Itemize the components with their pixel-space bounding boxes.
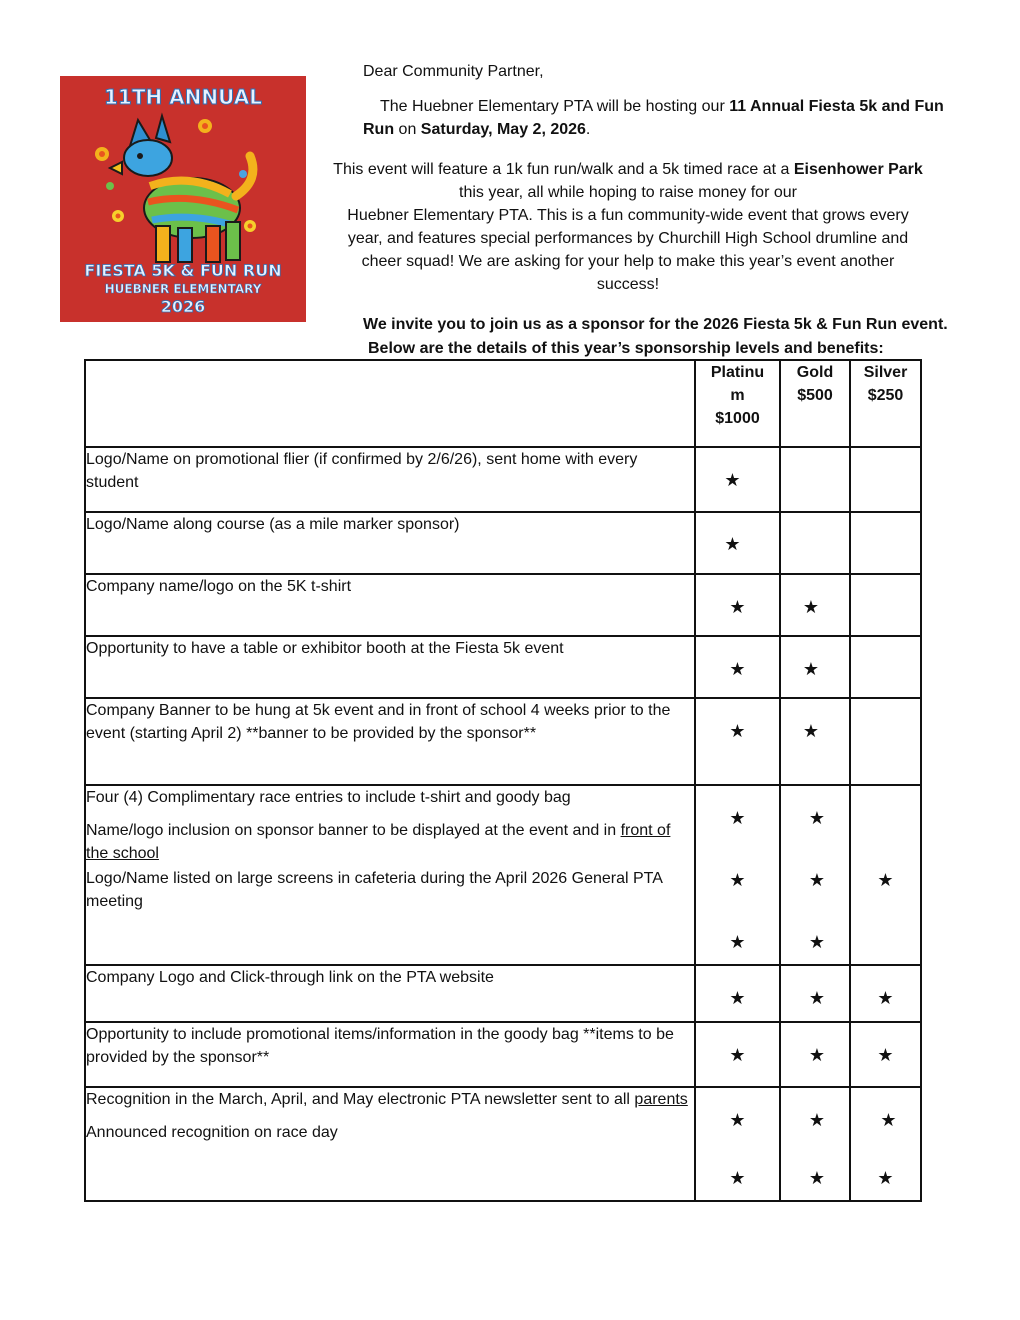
greeting: Dear Community Partner,: [363, 63, 544, 80]
star-icon: ★: [729, 1045, 746, 1065]
intro-text: The Huebner Elementary PTA will be hosting our: [380, 98, 730, 115]
platinum-cell: [695, 636, 780, 698]
star-icon: ★: [877, 870, 894, 890]
star-icon: ★: [808, 932, 826, 952]
intro-on: on: [394, 121, 421, 138]
logo-line4: 2026: [160, 297, 206, 316]
venue-name: Eisenhower Park: [793, 161, 923, 178]
star-icon: ★: [729, 659, 746, 679]
benefit-text: Opportunity to have a table or exhibitor booth at the Fiesta 5k event: [85, 636, 695, 698]
desc-line6: success!: [596, 276, 660, 293]
header-platinum: Platinu m $1000: [695, 360, 780, 447]
table-header-row: [85, 360, 921, 447]
star-icon: ★: [729, 597, 746, 617]
benefit-text-group: [85, 1087, 695, 1201]
gold-cell: [780, 1022, 850, 1087]
silver-cell: [850, 447, 921, 512]
benefit-text: Logo/Name on promotional flier (if confirmed by 2/6/26), sent home with every student: [85, 447, 695, 512]
table-row: [85, 965, 921, 1022]
star-icon: ★: [808, 1110, 826, 1130]
event-logo: [60, 76, 306, 322]
star-icon: ★: [729, 1168, 746, 1188]
star-icon: ★: [802, 597, 820, 617]
intro-paragraph: [363, 95, 973, 141]
star-icon: ★: [729, 988, 746, 1008]
invite-line2: Below are the details of this year’s sponsorship levels and benefits:: [368, 340, 884, 357]
desc-line4: year, and features special performances by Churchill High School drumline and: [347, 230, 909, 247]
intro-period: .: [585, 121, 591, 138]
dog-illustration: [110, 116, 253, 262]
logo-line3: HUEBNER ELEMENTARY: [104, 282, 262, 296]
gold-cell: [780, 512, 850, 574]
header-gold: Gold $500: [780, 360, 850, 447]
event-name-cont: Run: [363, 121, 395, 138]
platinum-cell: [695, 698, 780, 785]
benefit-item: Logo/Name listed on large screens in cafeteria during the April 2026 General PTA meeting: [86, 870, 663, 910]
invite-line1: We invite you to join us as a sponsor for the 2026 Fiesta 5k & Fun Run event.: [363, 316, 948, 333]
star-icon: ★: [724, 534, 741, 554]
desc-line5: cheer squad! We are asking for your help to make this year’s event another: [361, 253, 895, 270]
table-row: [85, 1022, 921, 1087]
silver-cell: [850, 574, 921, 636]
silver-cell: [850, 636, 921, 698]
table-row: [85, 447, 921, 512]
star-icon: ★: [808, 808, 826, 828]
star-icon: ★: [877, 988, 894, 1008]
platinum-cell: [695, 447, 780, 512]
benefit-text-group: [85, 785, 695, 965]
star-icon: ★: [877, 1045, 894, 1065]
table-row: [85, 698, 921, 785]
star-icon: ★: [802, 659, 820, 679]
star-icon: ★: [808, 1168, 826, 1188]
benefit-text: Company Logo and Click-through link on the PTA website: [85, 965, 695, 1022]
logo-line1: 11TH ANNUAL: [104, 85, 262, 109]
silver-cell: [850, 965, 921, 1022]
table-row: [85, 574, 921, 636]
star-icon: ★: [808, 1045, 826, 1065]
star-icon: ★: [808, 870, 826, 890]
gold-cell: [780, 447, 850, 512]
star-icon: ★: [808, 988, 826, 1008]
gold-cell: [780, 574, 850, 636]
benefit-text: Company Banner to be hung at 5k event and in front of school 4 weeks prior to the event (starting April 2) **banner to be provided by the sponsor**: [85, 698, 695, 785]
silver-cell: [850, 512, 921, 574]
platinum-cell: [695, 1087, 780, 1201]
benefit-text: Company name/logo on the 5K t-shirt: [85, 574, 695, 636]
star-icon: ★: [729, 808, 746, 828]
star-icon: ★: [802, 721, 820, 741]
star-icon: ★: [729, 1110, 746, 1130]
star-icon: ★: [877, 1168, 894, 1188]
sponsorship-table: [84, 359, 922, 1202]
platinum-cell: [695, 1022, 780, 1087]
header-blank: [85, 360, 695, 447]
silver-cell: [850, 698, 921, 785]
star-icon: ★: [880, 1110, 897, 1130]
gold-cell: [780, 785, 850, 965]
silver-cell: [850, 785, 921, 965]
table-row: [85, 636, 921, 698]
gold-cell: [780, 965, 850, 1022]
table-row-group: [85, 1087, 921, 1201]
gold-cell: [780, 636, 850, 698]
benefit-item: Recognition in the March, April, and May electronic PTA newsletter sent to all parents: [86, 1091, 688, 1108]
star-icon: ★: [729, 721, 746, 741]
benefit-text: Opportunity to include promotional items/information in the goody bag **items to be provided by the sponsor**: [85, 1022, 695, 1087]
event-name: 11 Annual Fiesta 5k and Fun: [729, 98, 944, 115]
desc-line2: this year, all while hoping to raise money for our: [459, 184, 797, 201]
event-date: Saturday, May 2, 2026: [420, 121, 586, 138]
platinum-cell: [695, 965, 780, 1022]
desc-line1: This event will feature a 1k fun run/walk and a 5k timed race at a: [333, 161, 794, 178]
event-description: [300, 158, 956, 296]
benefit-item: Announced recognition on race day: [86, 1124, 338, 1141]
benefit-item: Name/logo inclusion on sponsor banner to be displayed at the event and in front of the school: [86, 822, 671, 862]
logo-line2: FIESTA 5K & FUN RUN: [84, 261, 282, 280]
star-icon: ★: [724, 470, 741, 490]
silver-cell: [850, 1087, 921, 1201]
star-icon: ★: [729, 932, 746, 952]
silver-cell: [850, 1022, 921, 1087]
star-icon: ★: [729, 870, 746, 890]
table-row: [85, 512, 921, 574]
desc-line3: Huebner Elementary PTA. This is a fun community-wide event that grows every: [347, 207, 909, 224]
header-silver: Silver $250: [850, 360, 921, 447]
benefit-text: Logo/Name along course (as a mile marker sponsor): [85, 512, 695, 574]
gold-cell: [780, 1087, 850, 1201]
table-row-group: [85, 785, 921, 965]
gold-cell: [780, 698, 850, 785]
platinum-cell: [695, 512, 780, 574]
benefit-item: Four (4) Complimentary race entries to include t-shirt and goody bag: [86, 789, 571, 806]
platinum-cell: [695, 574, 780, 636]
platinum-cell: [695, 785, 780, 965]
